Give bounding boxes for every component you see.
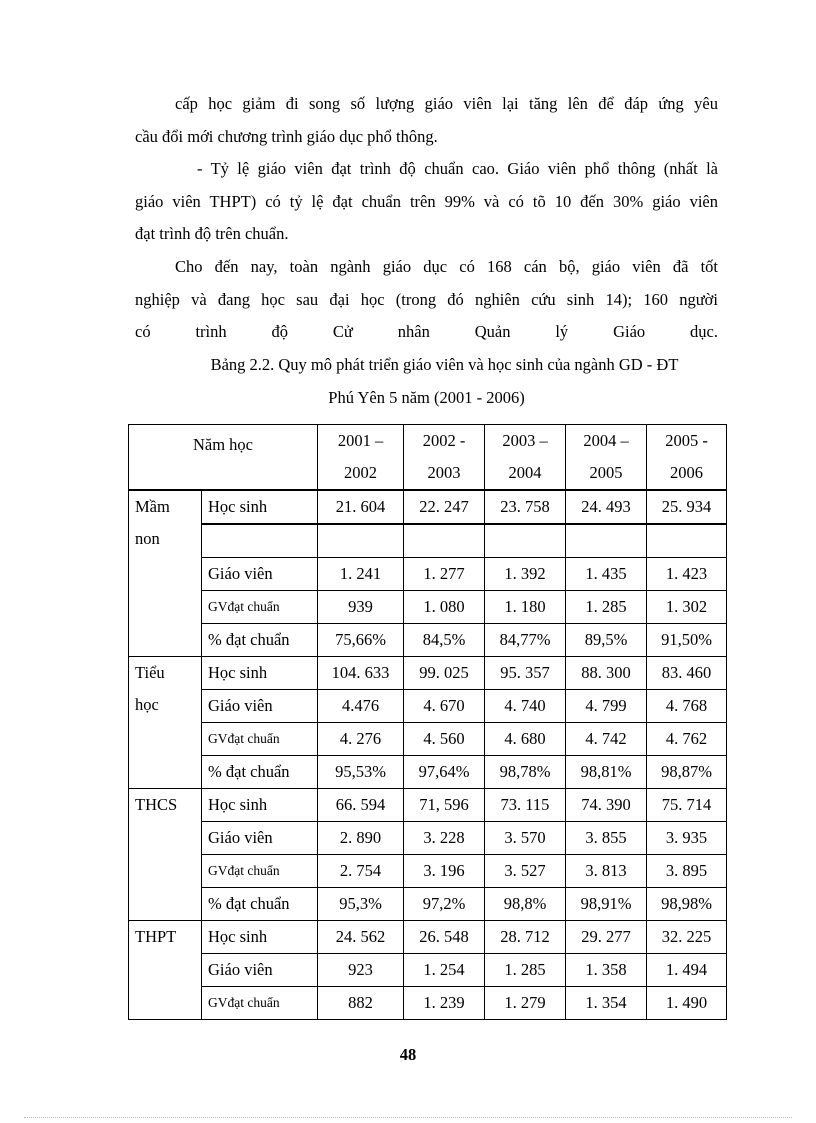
table-row xyxy=(129,723,727,756)
value-cell: 1. 435 xyxy=(566,558,647,591)
table-row xyxy=(129,789,727,822)
value-cell: 98,98% xyxy=(647,888,727,921)
value-cell: 21. 604 xyxy=(318,490,404,524)
value-cell: 1. 494 xyxy=(647,954,727,987)
row-label: Học sinh xyxy=(202,490,318,524)
group-name-cell xyxy=(129,789,202,921)
row-label: % đạt chuẩn xyxy=(202,888,318,921)
value-cell: 2. 890 xyxy=(318,822,404,855)
table-header-row xyxy=(129,425,727,458)
table-row xyxy=(129,657,727,690)
table-row xyxy=(129,921,727,954)
value-cell: 1. 277 xyxy=(404,558,485,591)
group-name-cell xyxy=(129,657,202,789)
table-row xyxy=(129,591,727,624)
header-year-bottom: 2002 xyxy=(318,457,404,490)
group-name-line-2: non xyxy=(135,529,160,548)
value-cell xyxy=(485,524,566,558)
value-cell: 1. 279 xyxy=(485,987,566,1020)
table-row xyxy=(129,558,727,591)
value-cell: 84,5% xyxy=(404,624,485,657)
table-row xyxy=(129,690,727,723)
table-row xyxy=(129,490,727,524)
group-name-line-1: Tiểu xyxy=(135,663,165,682)
value-cell: 1. 285 xyxy=(566,591,647,624)
value-cell: 3. 855 xyxy=(566,822,647,855)
table-header-year-label: Năm học xyxy=(129,425,318,491)
value-cell: 1. 241 xyxy=(318,558,404,591)
value-cell: 91,50% xyxy=(647,624,727,657)
value-cell: 1. 358 xyxy=(566,954,647,987)
value-cell: 3. 570 xyxy=(485,822,566,855)
row-label: GVđạt chuẩn xyxy=(202,987,318,1020)
value-cell: 88. 300 xyxy=(566,657,647,690)
value-cell: 1. 285 xyxy=(485,954,566,987)
value-cell: 3. 527 xyxy=(485,855,566,888)
value-cell: 1. 080 xyxy=(404,591,485,624)
value-cell: 4.476 xyxy=(318,690,404,723)
header-year-top: 2002 - xyxy=(404,425,485,458)
row-label: % đạt chuẩn xyxy=(202,624,318,657)
value-cell: 3. 813 xyxy=(566,855,647,888)
value-cell: 3. 895 xyxy=(647,855,727,888)
group-name-line-1: THCS xyxy=(135,795,178,814)
row-label: % đạt chuẩn xyxy=(202,756,318,789)
page-bottom-divider xyxy=(24,1117,792,1118)
value-cell: 882 xyxy=(318,987,404,1020)
paragraph-3-line-1: Cho đến nay, toàn ngành giáo dục có 168 cán bộ, giáo viên đã tốt xyxy=(175,257,718,276)
header-year-top: 2001 – xyxy=(318,425,404,458)
value-cell xyxy=(647,524,727,558)
table-row xyxy=(129,756,727,789)
value-cell: 1. 354 xyxy=(566,987,647,1020)
table-row xyxy=(129,987,727,1020)
value-cell: 32. 225 xyxy=(647,921,727,954)
header-year-top: 2004 – xyxy=(566,425,647,458)
table-caption xyxy=(135,348,718,414)
value-cell: 3. 196 xyxy=(404,855,485,888)
data-table xyxy=(128,424,727,1020)
value-cell: 2. 754 xyxy=(318,855,404,888)
group-name-line-2: học xyxy=(135,695,159,714)
paragraph-2 xyxy=(135,153,718,251)
table-row xyxy=(129,524,727,558)
value-cell: 4. 768 xyxy=(647,690,727,723)
value-cell: 66. 594 xyxy=(318,789,404,822)
value-cell: 1. 392 xyxy=(485,558,566,591)
value-cell: 95,3% xyxy=(318,888,404,921)
page-number: 48 xyxy=(399,1045,417,1064)
value-cell: 98,78% xyxy=(485,756,566,789)
value-cell: 83. 460 xyxy=(647,657,727,690)
value-cell: 75,66% xyxy=(318,624,404,657)
value-cell: 75. 714 xyxy=(647,789,727,822)
value-cell: 24. 562 xyxy=(318,921,404,954)
value-cell: 95,53% xyxy=(318,756,404,789)
header-year-bottom: 2005 xyxy=(566,457,647,490)
value-cell: 1. 423 xyxy=(647,558,727,591)
value-cell: 73. 115 xyxy=(485,789,566,822)
paragraph-3-line-2: nghiệp và đang học sau đại học (trong đó nghiên cứu sinh 14); 160 người xyxy=(135,289,718,309)
group-name-line-1: THPT xyxy=(135,927,177,946)
row-label: GVđạt chuẩn xyxy=(202,855,318,888)
row-label: Học sinh xyxy=(202,789,318,822)
row-label: Giáo viên xyxy=(202,954,318,987)
paragraph-1 xyxy=(135,88,718,153)
table-caption-line-2: Phú Yên 5 năm (2001 - 2006) xyxy=(328,388,525,407)
value-cell: 84,77% xyxy=(485,624,566,657)
value-cell: 71, 596 xyxy=(404,789,485,822)
group-name-line-1: Mầm xyxy=(135,497,170,516)
header-year-bottom: 2006 xyxy=(647,457,727,490)
value-cell: 25. 934 xyxy=(647,490,727,524)
value-cell: 4. 680 xyxy=(485,723,566,756)
value-cell xyxy=(404,524,485,558)
value-cell: 4. 742 xyxy=(566,723,647,756)
row-label: Giáo viên xyxy=(202,558,318,591)
value-cell: 74. 390 xyxy=(566,789,647,822)
value-cell: 98,81% xyxy=(566,756,647,789)
paragraph-3-line-3: có trình độ Cử nhân Quản lý Giáo dục. xyxy=(135,322,718,341)
value-cell: 4. 276 xyxy=(318,723,404,756)
group-name-cell xyxy=(129,490,202,657)
paragraph-2-line-3: đạt trình độ trên chuẩn. xyxy=(135,224,289,243)
table-row xyxy=(129,888,727,921)
table-row xyxy=(129,855,727,888)
value-cell: 97,2% xyxy=(404,888,485,921)
header-year-top: 2003 – xyxy=(485,425,566,458)
paragraph-1-line-1: cấp học giảm đi song số lượng giáo viên lại tăng lên để đáp ứng yêu xyxy=(175,94,718,113)
value-cell: 3. 228 xyxy=(404,822,485,855)
value-cell: 98,8% xyxy=(485,888,566,921)
row-label xyxy=(202,524,318,558)
header-year-top: 2005 - xyxy=(647,425,727,458)
value-cell: 97,64% xyxy=(404,756,485,789)
value-cell: 1. 239 xyxy=(404,987,485,1020)
value-cell: 98,87% xyxy=(647,756,727,789)
value-cell: 89,5% xyxy=(566,624,647,657)
value-cell: 4. 740 xyxy=(485,690,566,723)
value-cell: 939 xyxy=(318,591,404,624)
value-cell: 3. 935 xyxy=(647,822,727,855)
paragraph-2-line-1: - Tỷ lệ giáo viên đạt trình độ chuẩn cao. Giáo viên phổ thông (nhất là xyxy=(197,159,718,178)
table-row xyxy=(129,822,727,855)
group-name-cell xyxy=(129,921,202,1020)
value-cell: 4. 560 xyxy=(404,723,485,756)
value-cell: 4. 670 xyxy=(404,690,485,723)
paragraph-3 xyxy=(135,251,718,349)
table-caption-line-1: Bảng 2.2. Quy mô phát triển giáo viên và học sinh của ngành GD - ĐT xyxy=(210,355,679,374)
row-label: Giáo viên xyxy=(202,822,318,855)
value-cell: 98,91% xyxy=(566,888,647,921)
value-cell: 104. 633 xyxy=(318,657,404,690)
value-cell: 1. 254 xyxy=(404,954,485,987)
data-table-body xyxy=(129,425,727,1020)
header-year-bottom: 2003 xyxy=(404,457,485,490)
value-cell: 22. 247 xyxy=(404,490,485,524)
value-cell: 923 xyxy=(318,954,404,987)
header-year-bottom: 2004 xyxy=(485,457,566,490)
value-cell: 4. 762 xyxy=(647,723,727,756)
value-cell: 4. 799 xyxy=(566,690,647,723)
row-label: GVđạt chuẩn xyxy=(202,591,318,624)
row-label: Học sinh xyxy=(202,657,318,690)
row-label: Giáo viên xyxy=(202,690,318,723)
row-label: GVđạt chuẩn xyxy=(202,723,318,756)
row-label: Học sinh xyxy=(202,921,318,954)
value-cell: 29. 277 xyxy=(566,921,647,954)
value-cell: 23. 758 xyxy=(485,490,566,524)
value-cell xyxy=(318,524,404,558)
value-cell xyxy=(566,524,647,558)
value-cell: 24. 493 xyxy=(566,490,647,524)
table-row xyxy=(129,624,727,657)
value-cell: 1. 490 xyxy=(647,987,727,1020)
paragraph-1-line-2: cầu đổi mới chương trình giáo dục phổ thông. xyxy=(135,126,438,146)
value-cell: 1. 180 xyxy=(485,591,566,624)
paragraph-2-line-2: giáo viên THPT) có tỷ lệ đạt chuẩn trên 99% và có tõ 10 đến 30% giáo viên xyxy=(135,191,718,211)
table-row xyxy=(129,954,727,987)
value-cell: 99. 025 xyxy=(404,657,485,690)
value-cell: 1. 302 xyxy=(647,591,727,624)
value-cell: 26. 548 xyxy=(404,921,485,954)
value-cell: 28. 712 xyxy=(485,921,566,954)
value-cell: 95. 357 xyxy=(485,657,566,690)
